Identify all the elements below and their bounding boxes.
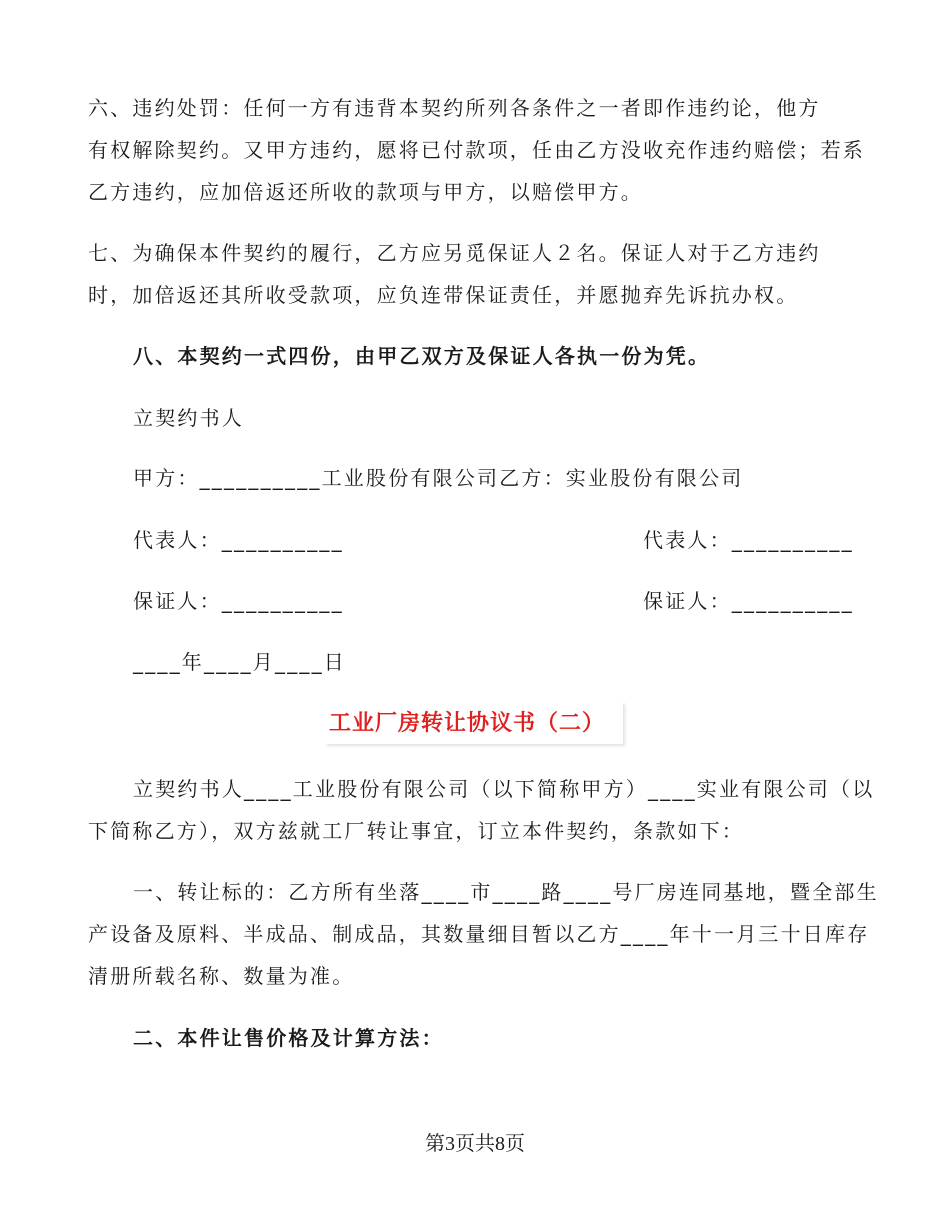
clause-6-line-2: 有权解除契约。又甲方违约，愿将已付款项，任由乙方没收充作违约赔偿；若系 bbox=[88, 138, 865, 162]
guarantor-left: 保证人：__________ bbox=[133, 589, 344, 613]
signature-heading: 立契约书人 bbox=[133, 406, 244, 430]
clause-1-line-2: 产设备及原料、半成品、制成品，其数量细目暂以乙方____年十一月三十日库存 bbox=[88, 922, 870, 946]
representative-left: 代表人：__________ bbox=[133, 528, 344, 552]
date-line: ____年____月____日 bbox=[133, 650, 346, 674]
intro-line-2: 下简称乙方），双方兹就工厂转让事宜，订立本件契约，条款如下： bbox=[88, 819, 744, 843]
page-footer: 第3页共8页 bbox=[425, 1133, 525, 1155]
guarantor-right: 保证人：__________ bbox=[643, 589, 854, 613]
representative-right: 代表人：__________ bbox=[643, 528, 854, 552]
clause-1-line-1: 一、转让标的：乙方所有坐落____市____路____号厂房连同基地，暨全部生 bbox=[133, 880, 879, 904]
clause-6-line-1: 六、违约处罚：任何一方有违背本契约所列各条件之一者即作违约论，他方 bbox=[88, 96, 821, 120]
clause-2-heading: 二、本件让售价格及计算方法： bbox=[133, 1026, 444, 1050]
clause-7-line-2: 时，加倍返还其所收受款项，应负连带保证责任，并愿抛弃先诉抗办权。 bbox=[88, 283, 799, 307]
section-title: 工业厂房转让协议书（二） bbox=[329, 710, 606, 736]
clause-8: 八、本契约一式四份，由甲乙双方及保证人各执一份为凭。 bbox=[133, 344, 711, 368]
parties-line: 甲方：__________工业股份有限公司乙方：实业股份有限公司 bbox=[133, 466, 744, 490]
intro-line-1: 立契约书人____工业股份有限公司（以下简称甲方）____实业有限公司（以 bbox=[133, 777, 875, 801]
clause-7-line-1: 七、为确保本件契约的履行，乙方应另觅保证人２名。保证人对于乙方违约 bbox=[88, 241, 821, 265]
section-title-box bbox=[325, 702, 623, 744]
clause-1-line-3: 清册所载名称、数量为准。 bbox=[88, 964, 355, 988]
clause-6-line-3: 乙方违约，应加倍返还所收的款项与甲方，以赔偿甲方。 bbox=[88, 180, 643, 204]
